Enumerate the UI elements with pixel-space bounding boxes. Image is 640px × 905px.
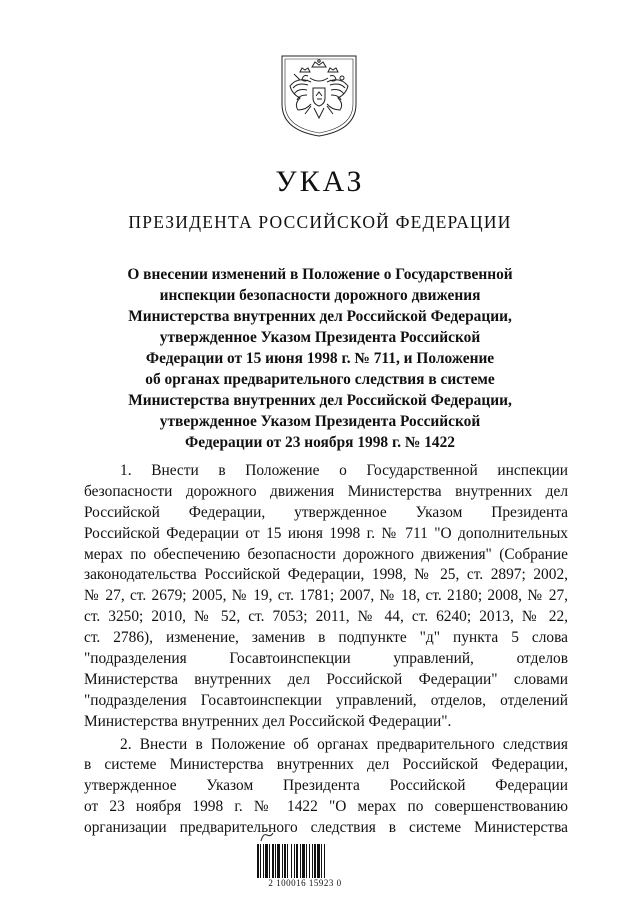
body-line: Российской Федерации, утвержденное Указом Президента	[84, 503, 568, 521]
document-subject	[95, 264, 545, 453]
barcode-bar	[291, 844, 292, 878]
document-title: УКАЗ	[275, 165, 365, 198]
subject-line: Федерации от 15 июня 1998 г. № 711, и Положение	[145, 350, 495, 367]
barcode-number: 2 100016 15923 0	[268, 878, 342, 888]
state-emblem	[278, 52, 360, 138]
barcode-bar	[317, 844, 320, 878]
body-line: Министерства внутренних дел Российской Федерации" словами	[84, 670, 568, 688]
document-issuer: ПРЕЗИДЕНТА РОССИЙСКОЙ ФЕДЕРАЦИИ	[128, 212, 512, 232]
barcode-bar	[263, 844, 264, 878]
barcode-bar	[321, 844, 322, 878]
body-line: Российской Федерации от 15 июня 1998 г. № 711 "О дополнительных	[84, 524, 568, 542]
subject-line: об органах предварительного следствия в системе	[145, 371, 495, 388]
barcode-bar	[302, 844, 305, 878]
barcode-bar	[312, 844, 313, 878]
subject-line: О внесении изменений в Положение о Государственной	[127, 266, 513, 283]
body-line: законодательства Российской Федерации, 1998, № 25, ст. 2897; 2002,	[84, 566, 568, 584]
barcode-bar	[314, 844, 316, 878]
subject-line: Федерации от 23 ноября 1998 г. № 1422	[184, 434, 455, 451]
barcode-bar	[309, 844, 310, 878]
barcode-bar	[275, 844, 276, 878]
subject-line: инспекции безопасности дорожного движения	[159, 287, 481, 304]
subject-line: Министерства внутренних дел Российской Федерации,	[128, 308, 512, 325]
body-line: Министерства внутренних дел Российской Федерации".	[84, 712, 452, 730]
barcode-bar	[294, 844, 295, 878]
paragraph-2	[84, 735, 568, 839]
subject-line: утвержденное Указом Президента Российской	[159, 329, 481, 346]
body-line: ст. 3250; 2010, № 52, ст. 7053; 2011, № 44, ст. 6240; 2013, № 22,	[84, 608, 568, 626]
document-body	[84, 461, 568, 839]
body-line: в системе Министерства внутренних дел Российской Федерации,	[84, 756, 568, 774]
barcode-bar	[287, 844, 288, 878]
barcode-bar	[272, 844, 274, 878]
barcode-bar	[306, 844, 307, 878]
subject-line: утвержденное Указом Президента Российской	[159, 413, 481, 430]
barcode-bar	[269, 844, 270, 878]
body-line: 2. Внести в Положение об органах предварительного следствия	[120, 735, 568, 753]
barcode-bar	[260, 844, 261, 878]
body-line: мерах по обеспечению безопасности дорожного движения" (Собрание	[84, 545, 568, 563]
barcode-bar	[324, 844, 325, 878]
barcode-icon	[256, 844, 354, 878]
body-line: "подразделения Госавтоинспекции управлений, отделов	[84, 650, 568, 668]
paragraph-1	[84, 461, 568, 733]
body-line: организации предварительного следствия в системе Министерства	[84, 819, 568, 837]
barcode-bar	[284, 844, 286, 878]
barcode-bar	[257, 844, 259, 878]
barcode-bar	[277, 844, 280, 878]
barcode-mark-icon	[260, 832, 274, 842]
body-line: 1. Внести в Положение о Государственной инспекции	[120, 462, 568, 479]
body-line: ст. 2786), изменение, заменив в подпункте "д" пункта 5 слова	[84, 629, 568, 647]
barcode-bar	[265, 844, 268, 878]
body-line: № 27, ст. 2679; 2005, № 19, ст. 1781; 2007, № 18, ст. 2180; 2008, № 27,	[84, 587, 568, 605]
barcode-bar	[282, 844, 283, 878]
body-line: безопасности дорожного движения Министерства внутренних дел	[84, 482, 568, 500]
body-line: "подразделения Госавтоинспекции управлений, отделов, отделений	[84, 691, 568, 709]
body-line: от 23 ноября 1998 г. № 1422 "О мерах по совершенствованию	[84, 798, 568, 816]
barcode-bar	[296, 844, 298, 878]
barcode-bar	[300, 844, 301, 878]
body-line: утвержденное Указом Президента Российской Федерации	[84, 777, 568, 795]
document-barcode	[256, 832, 354, 888]
subject-line: Министерства внутренних дел Российской Федерации,	[128, 392, 512, 409]
